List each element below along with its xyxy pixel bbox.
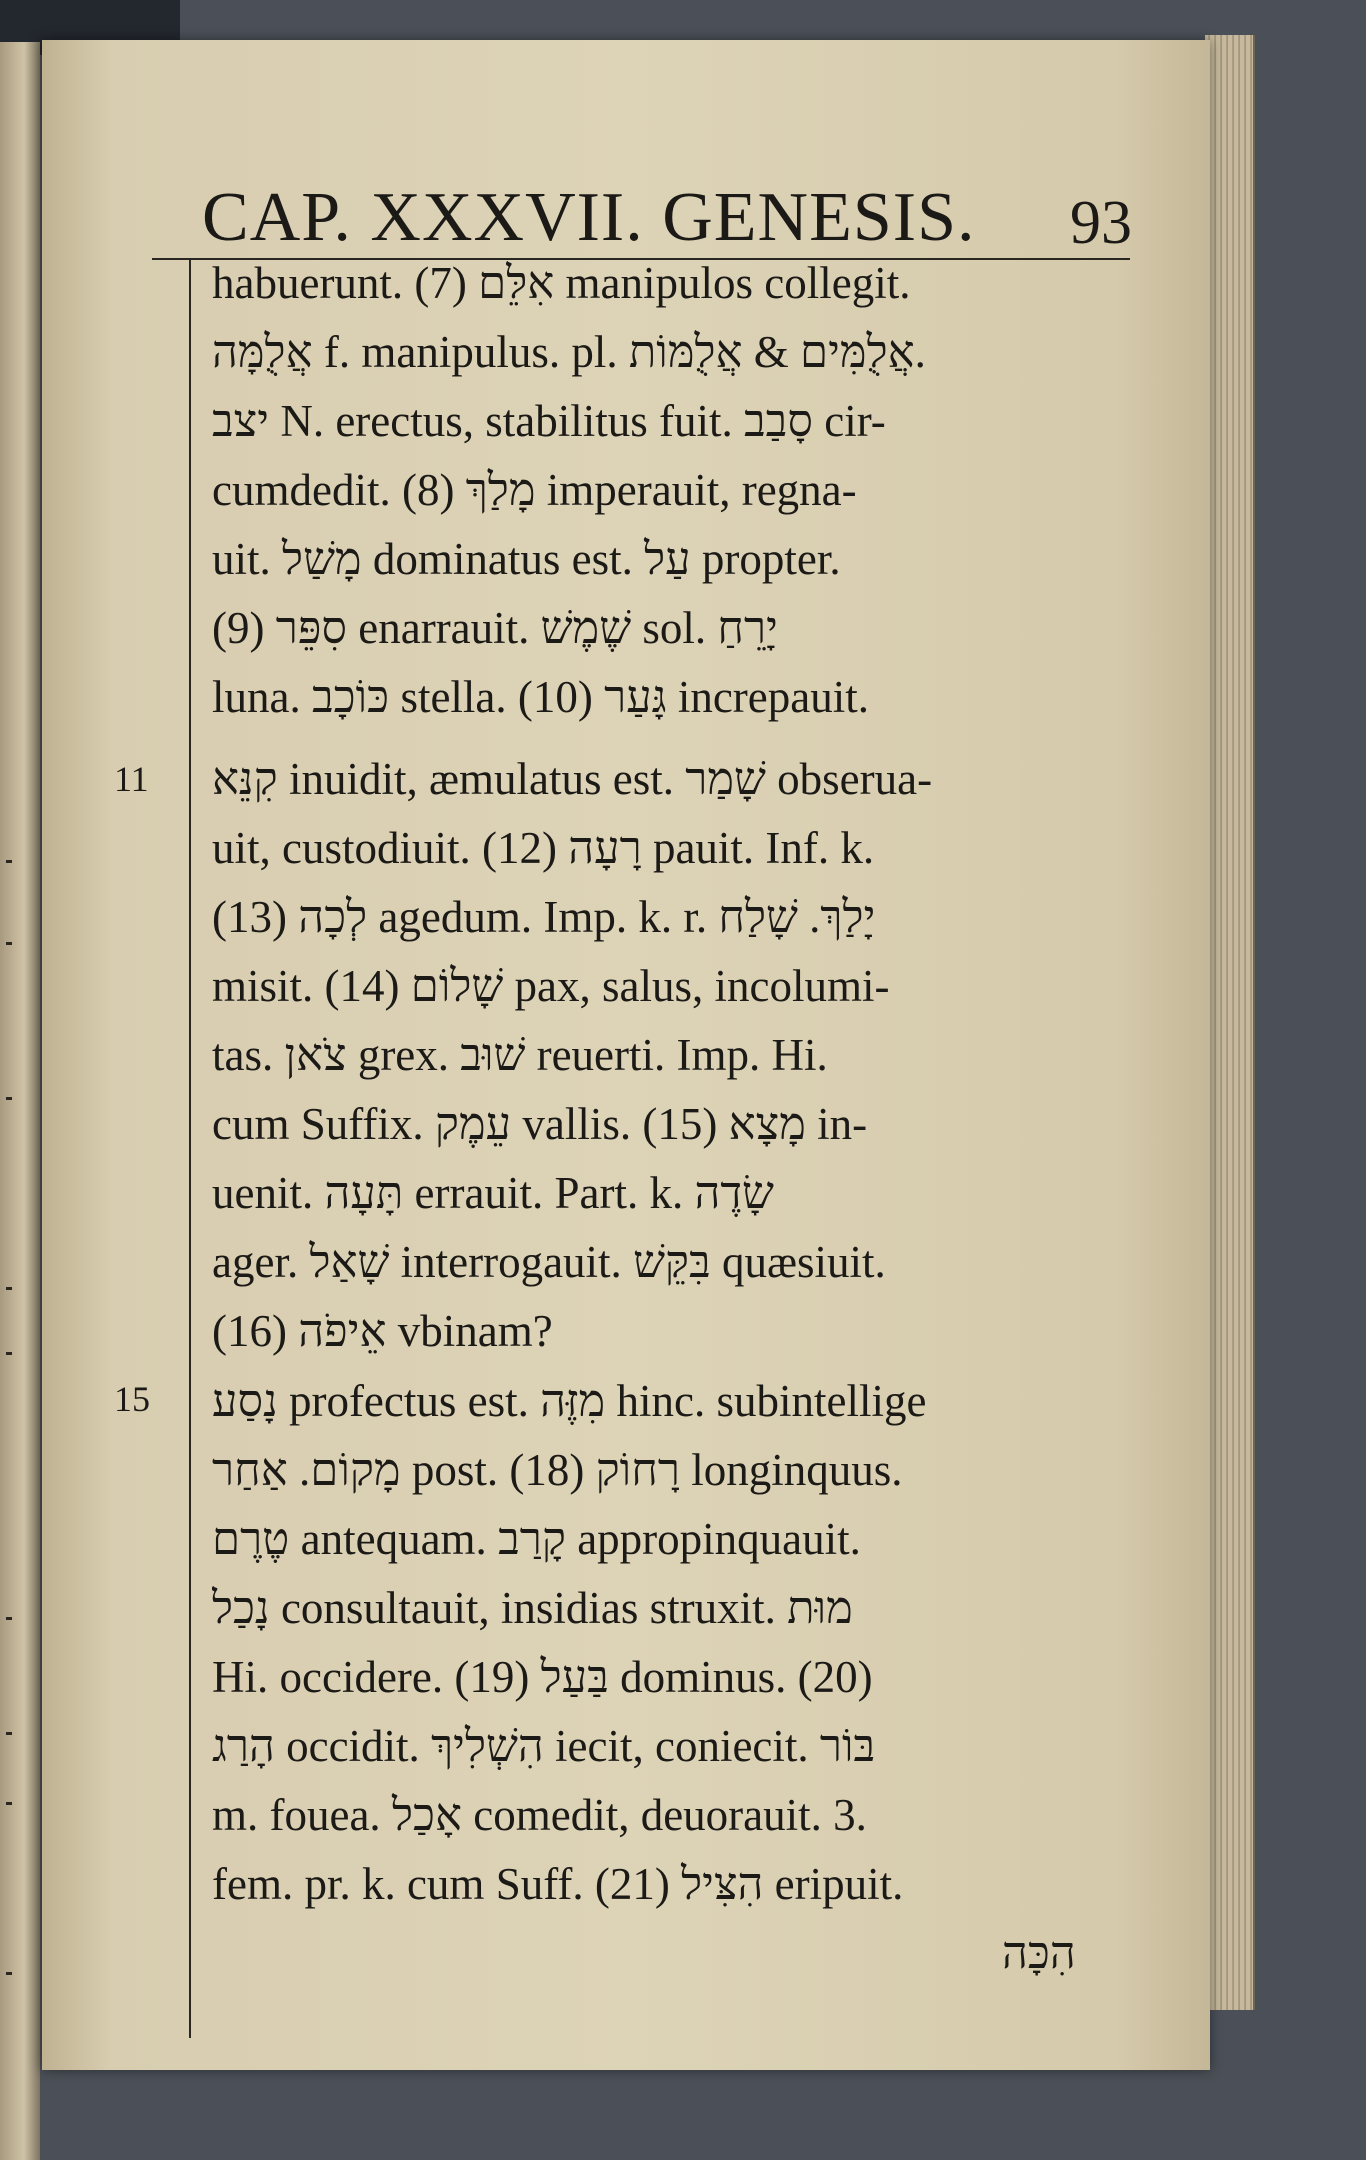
verse-number: 15	[114, 1379, 150, 1419]
text-line: cumdedit. (8) מָלַךְ imperauit, regna-	[212, 465, 857, 515]
chapter-title: CAP. XXXVII. GENESIS.	[202, 179, 976, 256]
verse-number: 11	[114, 759, 149, 799]
text-line: fem. pr. k. cum Suff. (21) הִצִּיל eripuit.	[212, 1859, 904, 1909]
text-line: cum Suffix. עֵמֶק vallis. (15) מָצָא in-	[212, 1099, 868, 1149]
text-line: m. fouea. אָכַל comedit, deuorauit. 3.	[212, 1790, 867, 1840]
text-line: טֶרֶם antequam. קָרַב appropinquauit.	[212, 1514, 861, 1564]
catchword: הִכָּה	[1002, 1928, 1076, 1978]
margin-mark	[6, 860, 12, 863]
text-line: הָרַג occidit. הִשְׁלִיךְ iecit, coniecit. בּוֹר	[212, 1721, 876, 1771]
text-line: uenit. תָּעָה errauit. Part. k. שָׂדֶה	[212, 1168, 774, 1218]
book-page	[42, 40, 1210, 2070]
text-line: (16) אֵיפֹה vbinam?	[212, 1306, 553, 1356]
text-line: קִנֵּא inuidit, æmulatus est. שָׁמַר obserua-	[212, 754, 933, 804]
text-line: יצב N. erectus, stabilitus fuit. סָבַב cir-	[212, 396, 886, 446]
text-line: ager. שָׁאַל interrogauit. בִּקֵּשׁ quæsiuit.	[212, 1237, 886, 1287]
margin-mark	[6, 1972, 12, 1975]
text-line: habuerunt. (7) אִלֵּם manipulos collegit.	[212, 258, 911, 308]
text-line: (13) לְכָה agedum. Imp. k. r. יָלַךְ. שָׁלַח	[212, 892, 876, 942]
text-line: נָסַע profectus est. מִזֶּה hinc. subintellige	[212, 1376, 927, 1426]
margin-mark	[6, 1732, 12, 1735]
margin-mark	[6, 1287, 12, 1290]
margin-mark	[6, 1802, 12, 1805]
text-line: מָקוֹם. אַחַר post. (18) רָחוֹק longinquus.	[212, 1445, 903, 1495]
page-number: 93	[1070, 189, 1132, 257]
text-line: אֲלֻמָּה f. manipulus. pl. אֲלֻמִּים & אֲלֻמּוֹת.	[212, 327, 926, 377]
text-line: Hi. occidere. (19) בַּעַל dominus. (20)	[212, 1652, 873, 1702]
text-line: (9) סִפֵּר enarrauit. שֶׁמֶשׁ sol. יָרֵחַ	[212, 603, 778, 653]
text-line: נָכַל consultauit, insidias struxit. מוּת	[212, 1583, 853, 1633]
text-line: luna. כּוֹכָב stella. (10) גָּעַר increpauit.	[212, 672, 869, 722]
text-line: misit. (14) שָׁלוֹם pax, salus, incolumi-	[212, 961, 890, 1011]
margin-rule	[189, 258, 191, 2038]
text-line: uit, custodiuit. (12) רָעָה pauit. Inf. k.	[212, 823, 875, 873]
text-line: tas. צֹאן grex. שׁוּב reuerti. Imp. Hi.	[212, 1030, 828, 1080]
margin-mark	[6, 1617, 12, 1620]
facing-page-edge	[0, 42, 40, 2160]
text-line: uit. מָשַׁל dominatus est. עַל propter.	[212, 534, 841, 584]
margin-mark	[6, 1097, 12, 1100]
running-head	[152, 140, 1130, 260]
margin-mark	[6, 1352, 12, 1355]
page-edges	[1205, 35, 1255, 2010]
margin-mark	[6, 942, 12, 945]
